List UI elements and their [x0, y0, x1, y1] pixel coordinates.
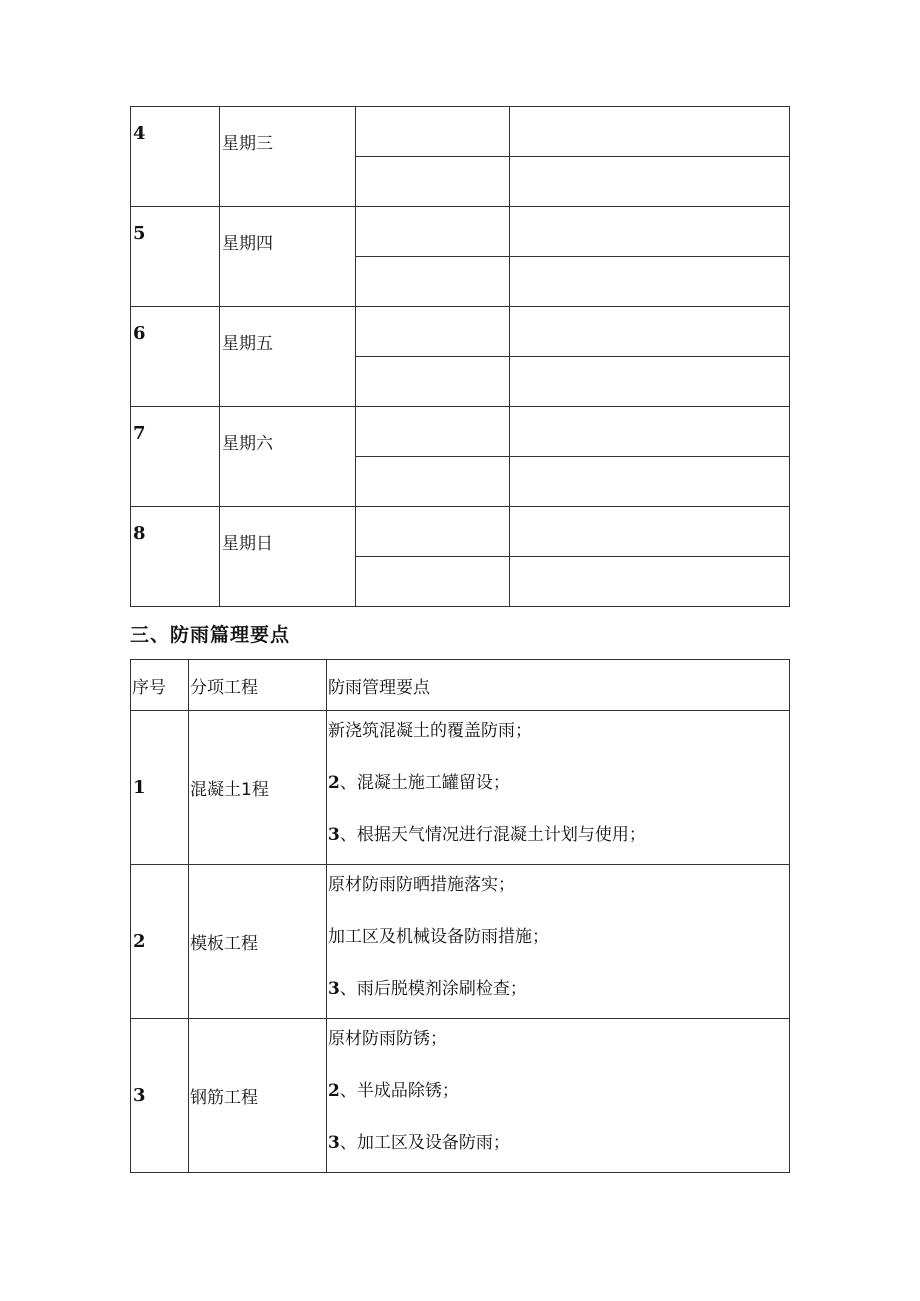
header-item: 分项工程: [189, 660, 327, 711]
empty-cell: [510, 407, 790, 457]
row-seq: 2: [131, 865, 189, 1019]
empty-cell: [356, 557, 510, 607]
empty-cell: [356, 507, 510, 557]
point-text: 加工区及机械设备防雨措施；: [328, 927, 549, 947]
header-points: 防雨管理要点: [327, 660, 790, 711]
section-title: 三、防雨篇理要点: [130, 624, 291, 646]
weekday: 星期日: [220, 507, 356, 607]
empty-cell: [356, 207, 510, 257]
row-points: [327, 1019, 790, 1173]
empty-cell: [356, 307, 510, 357]
table-row: [131, 407, 790, 457]
empty-cell: [356, 407, 510, 457]
row-seq: 3: [131, 1019, 189, 1173]
point-text: 、雨后脱模剂涂刷检查；: [339, 979, 527, 999]
empty-cell: [356, 107, 510, 157]
point-text: 、半成品除锈；: [339, 1081, 459, 1101]
point-line: [328, 823, 789, 847]
row-number: 6: [131, 307, 220, 407]
weekday: 星期六: [220, 407, 356, 507]
table-row: [131, 207, 790, 257]
table-row: [131, 107, 790, 157]
point-text: 、混凝土施工罐留设；: [339, 773, 510, 793]
point-number: 2: [328, 1081, 340, 1101]
empty-cell: [356, 257, 510, 307]
table-row: [131, 711, 790, 865]
row-number: 5: [131, 207, 220, 307]
table-row: [131, 865, 790, 1019]
empty-cell: [510, 307, 790, 357]
row-number: 7: [131, 407, 220, 507]
empty-cell: [510, 507, 790, 557]
weekday: 星期五: [220, 307, 356, 407]
empty-cell: [510, 257, 790, 307]
table-row: [131, 1019, 790, 1173]
table-header-row: [131, 660, 790, 711]
weekday: 星期三: [220, 107, 356, 207]
row-item: 混凝土1程: [189, 711, 327, 865]
point-number: 2: [328, 773, 340, 793]
row-points: [327, 711, 790, 865]
row-item: 模板工程: [189, 865, 327, 1019]
point-text: 原材防雨防晒措施落实；: [328, 875, 515, 895]
point-line: [328, 1131, 789, 1155]
point-line: [328, 977, 789, 1001]
empty-cell: [356, 157, 510, 207]
header-seq: 序号: [131, 660, 189, 711]
point-text: 、根据天气情况进行混凝土计划与使用；: [339, 825, 646, 845]
table-row: [131, 307, 790, 357]
empty-cell: [510, 557, 790, 607]
point-number: 3: [328, 825, 340, 845]
row-points: [327, 865, 790, 1019]
point-text: 新浇筑混凝土的覆盖防雨；: [328, 721, 532, 741]
empty-cell: [510, 457, 790, 507]
point-text: 、加工区及设备防雨；: [339, 1133, 510, 1153]
empty-cell: [510, 207, 790, 257]
empty-cell: [356, 457, 510, 507]
point-line: [328, 1027, 789, 1079]
row-number: 8: [131, 507, 220, 607]
empty-cell: [510, 107, 790, 157]
point-number: 3: [328, 979, 340, 999]
empty-cell: [510, 157, 790, 207]
table-row: [131, 507, 790, 557]
row-number: 4: [131, 107, 220, 207]
row-seq: 1: [131, 711, 189, 865]
row-item: 钢筋工程: [189, 1019, 327, 1173]
empty-cell: [510, 357, 790, 407]
weekday: 星期四: [220, 207, 356, 307]
schedule-table: [130, 106, 790, 607]
point-text: 原材防雨防锈；: [328, 1029, 447, 1049]
point-line: [328, 873, 789, 925]
point-line: [328, 925, 789, 977]
rain-management-table: [130, 659, 790, 1173]
point-number: 3: [328, 1133, 340, 1153]
empty-cell: [356, 357, 510, 407]
point-line: [328, 1079, 789, 1131]
point-line: [328, 771, 789, 823]
point-line: [328, 719, 789, 771]
